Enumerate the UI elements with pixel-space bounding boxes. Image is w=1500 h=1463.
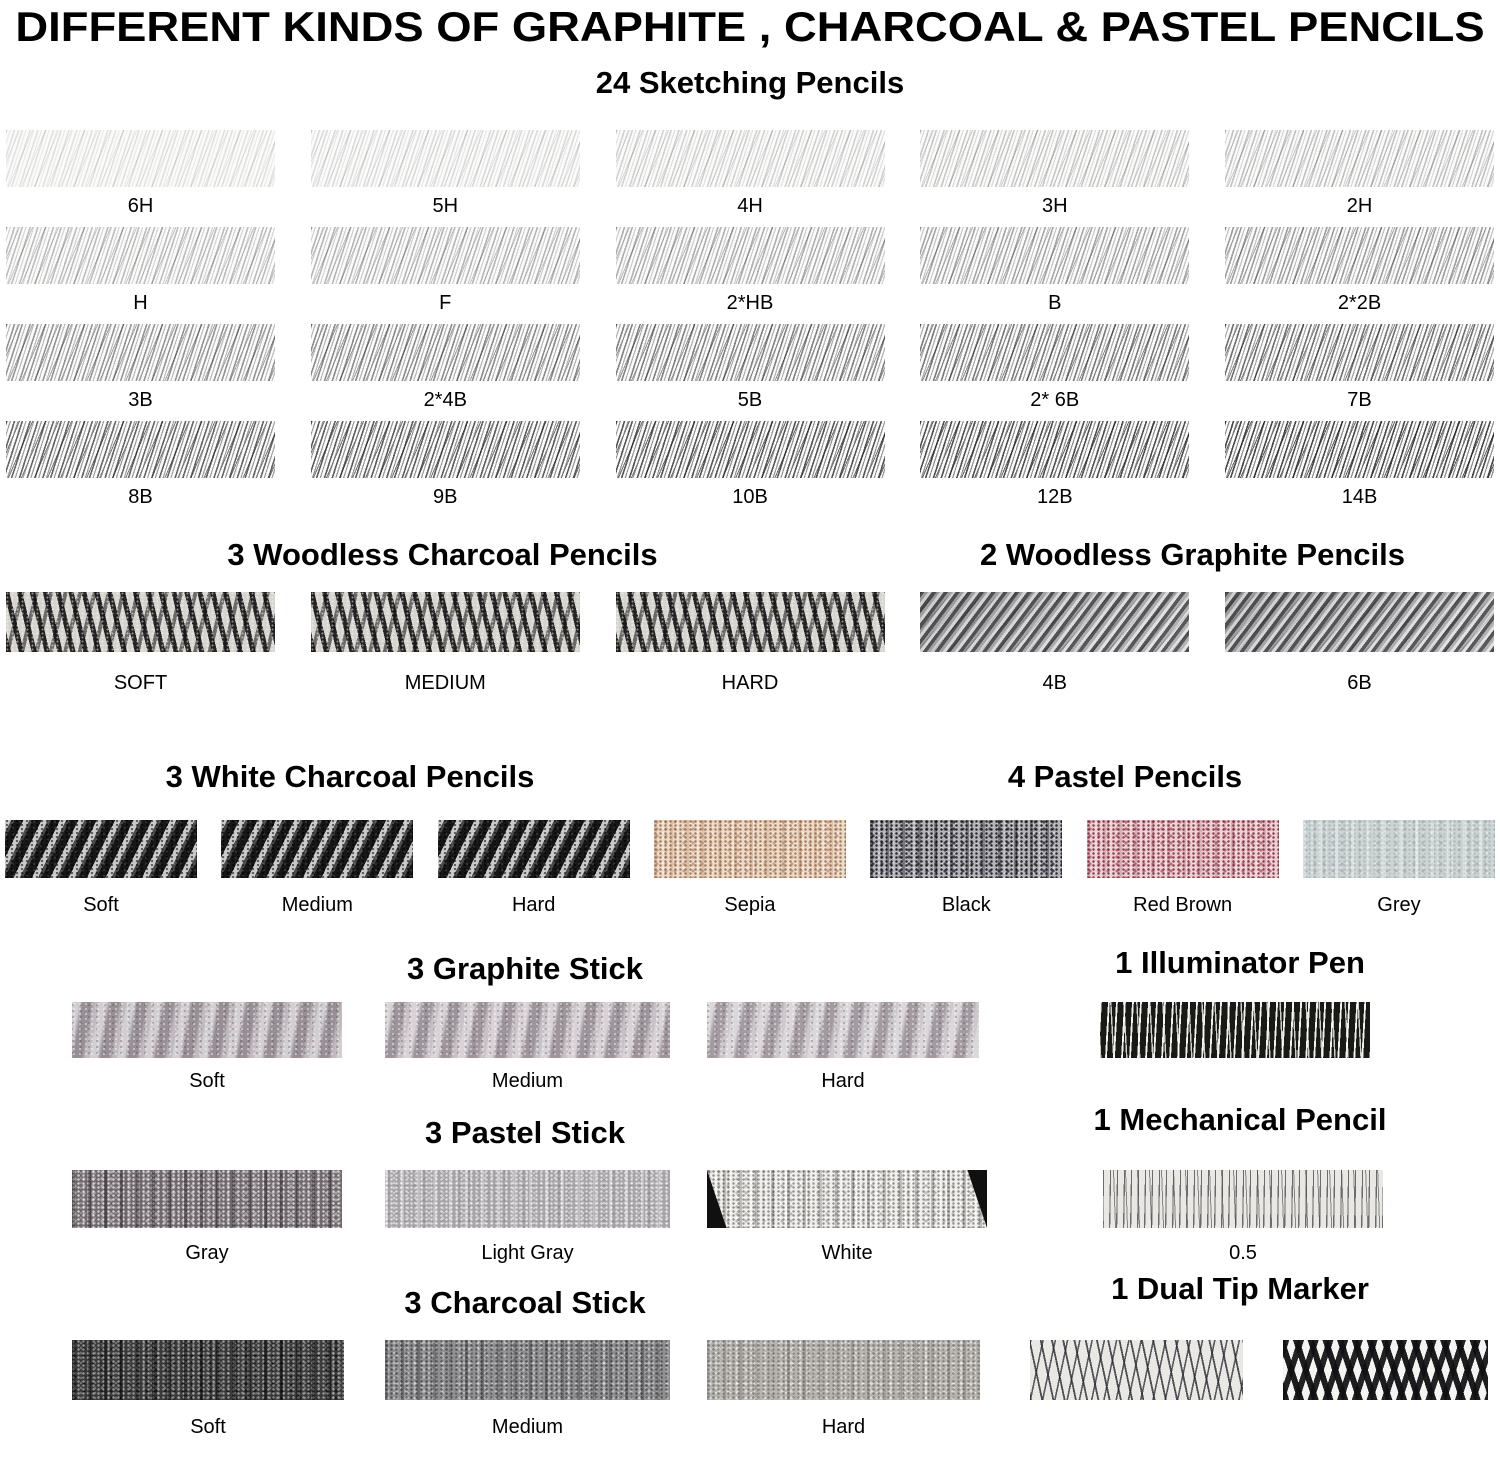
sketch-swatch-2-6b <box>920 324 1189 411</box>
swatch-label: Soft <box>83 894 119 916</box>
sketch-swatch-2-2b <box>1225 227 1494 314</box>
white-charcoal-stroke-sample <box>221 820 413 878</box>
pastel-texture-sample <box>654 820 846 878</box>
graphite-stroke-sample <box>6 130 275 187</box>
sketch-swatch-7b <box>1225 324 1494 411</box>
charcoal-stick-hard <box>707 1340 980 1438</box>
sketch-swatch-4h <box>616 130 885 217</box>
sketch-swatch-14b <box>1225 421 1494 508</box>
white-pastel-stick-sample <box>707 1170 987 1228</box>
swatch-label: Hard <box>821 1416 866 1438</box>
pastel-texture-sample <box>870 820 1062 878</box>
woodless-charcoal-heading: 3 Woodless Charcoal Pencils <box>227 537 658 572</box>
swatch-label: Black <box>941 894 991 916</box>
marker-fine-stroke-sample <box>1030 1340 1243 1400</box>
graphite-stroke-sample <box>616 227 885 284</box>
sketching-row-4 <box>0 421 1500 508</box>
graphite-stroke-sample <box>920 421 1189 478</box>
pastel-stick-sample <box>385 1170 670 1228</box>
swatch-label: F <box>439 292 452 314</box>
woodless-charcoal-hard <box>616 592 885 694</box>
graphite-stroke-sample <box>6 324 275 381</box>
swatch-label: Soft <box>189 1070 225 1092</box>
graphite-stick-illuminator-headings <box>0 945 1500 986</box>
illuminator-stroke-sample <box>1100 1002 1370 1058</box>
woodless-headings <box>0 538 1500 572</box>
graphite-stick-sample <box>707 1002 979 1058</box>
pastel-texture-sample <box>1303 820 1495 878</box>
graphite-stroke-sample <box>920 324 1189 381</box>
swatch-label: Gray <box>185 1242 229 1264</box>
mechanical-pencil-stroke-sample <box>1103 1170 1383 1228</box>
pastel-stick-gray <box>72 1170 342 1264</box>
charcoal-stick-heading: 3 Charcoal Stick <box>404 1285 646 1320</box>
mechanical-pencil-heading: 1 Mechanical Pencil <box>1093 1102 1387 1137</box>
marker-broad-tip-swatch <box>1283 1340 1488 1400</box>
sketching-row-2 <box>0 227 1500 314</box>
illuminator-pen-swatch <box>1100 1002 1370 1058</box>
swatch-label: Medium <box>491 1416 564 1438</box>
swatch-label: 2H <box>1346 195 1373 217</box>
graphite-stroke-sample <box>1225 592 1494 652</box>
pastel-stick-row <box>0 1170 1500 1264</box>
graphite-stroke-sample <box>920 592 1189 652</box>
marker-fine-tip-swatch <box>1030 1340 1243 1400</box>
pastel-grey <box>1303 820 1495 916</box>
graphite-stroke-sample <box>616 130 885 187</box>
pastel-stick-sample <box>72 1170 342 1228</box>
pastel-sepia <box>654 820 846 916</box>
woodless-graphite-6b <box>1225 592 1494 694</box>
graphite-stroke-sample <box>311 421 580 478</box>
swatch-label: 8B <box>128 486 153 508</box>
graphite-stick-row <box>0 1002 1500 1092</box>
graphite-stroke-sample <box>1225 421 1494 478</box>
swatch-label: 10B <box>732 486 768 508</box>
graphite-stick-sample <box>72 1002 342 1058</box>
pastel-pencils-heading: 4 Pastel Pencils <box>1007 759 1243 794</box>
pastel-stick-mechanical-headings <box>0 1102 1500 1150</box>
graphite-stick-heading: 3 Graphite Stick <box>406 951 644 986</box>
sketch-swatch-f <box>311 227 580 314</box>
graphite-stick-soft <box>72 1002 342 1092</box>
woodless-row <box>0 592 1500 694</box>
sketch-swatch-2hb <box>616 227 885 314</box>
swatch-label: 14B <box>1341 486 1378 508</box>
white-pastel-core <box>707 1170 987 1228</box>
sketch-swatch-2h <box>1225 130 1494 217</box>
sketching-heading: 24 Sketching Pencils <box>595 65 905 100</box>
graphite-stroke-sample <box>6 227 275 284</box>
graphite-stick-sample <box>385 1002 670 1058</box>
woodless-graphite-4b <box>920 592 1189 694</box>
white-charcoal-pastel-row <box>0 820 1500 916</box>
swatch-label: Soft <box>190 1416 226 1438</box>
swatch-label: 0.5 <box>1229 1242 1257 1264</box>
charcoal-stick-soft <box>72 1340 344 1438</box>
charcoal-scribble-sample <box>311 592 580 652</box>
swatch-label: 12B <box>1036 486 1073 508</box>
dual-tip-marker-heading: 1 Dual Tip Marker <box>1111 1271 1369 1306</box>
swatch-label: 9B <box>433 486 458 508</box>
charcoal-stick-sample <box>707 1340 980 1400</box>
swatch-label: HARD <box>721 672 779 694</box>
swatch-label: Grey <box>1377 894 1421 916</box>
graphite-stroke-sample <box>311 324 580 381</box>
swatch-label: H <box>133 292 148 314</box>
pastel-stick-light-gray <box>385 1170 670 1264</box>
swatch-label: 3B <box>128 389 153 411</box>
swatch-label: 5B <box>737 389 763 411</box>
pastel-stick-white <box>707 1170 987 1264</box>
graphite-stick-medium <box>385 1002 670 1092</box>
pastel-stick-heading: 3 Pastel Stick <box>425 1115 625 1150</box>
white-charcoal-soft <box>5 820 197 916</box>
swatch-label: 2*2B <box>1337 292 1382 314</box>
sketch-swatch-3b <box>6 324 275 411</box>
graphite-stroke-sample <box>920 130 1189 187</box>
sketching-pencil-grid <box>0 130 1500 508</box>
illuminator-pen-heading: 1 Illuminator Pen <box>1115 945 1365 980</box>
swatch-label: Red Brown <box>1133 894 1233 916</box>
swatch-label: 6B <box>1347 672 1372 694</box>
woodless-charcoal-medium <box>311 592 580 694</box>
swatch-label: 6H <box>127 195 154 217</box>
swatch-label: 2* 6B <box>1030 389 1080 411</box>
mechanical-pencil-swatch <box>1103 1170 1383 1264</box>
swatch-label: 3H <box>1041 195 1068 217</box>
swatch-label: 4B <box>1042 672 1067 694</box>
graphite-stroke-sample <box>6 421 275 478</box>
swatch-label: Hard <box>511 894 556 916</box>
white-charcoal-stroke-sample <box>5 820 197 878</box>
swatch-label: 5H <box>432 195 459 217</box>
swatch-label: Sepia <box>724 894 776 916</box>
sketch-swatch-h <box>6 227 275 314</box>
charcoal-stick-sample <box>385 1340 670 1400</box>
charcoal-stick-marker-headings <box>0 1271 1500 1320</box>
charcoal-stick-medium <box>385 1340 670 1438</box>
graphite-stroke-sample <box>1225 227 1494 284</box>
sketch-swatch-2-4b <box>311 324 580 411</box>
charcoal-scribble-sample <box>6 592 275 652</box>
graphite-stroke-sample <box>1225 130 1494 187</box>
swatch-label: 2*HB <box>726 292 774 314</box>
charcoal-scribble-sample <box>616 592 885 652</box>
page-title: DIFFERENT KINDS OF GRAPHITE , CHARCOAL & PASTEL PENCILS <box>15 3 1485 50</box>
sketch-swatch-12b <box>920 421 1189 508</box>
sketching-row-3 <box>0 324 1500 411</box>
swatch-label: Light Gray <box>481 1242 574 1264</box>
pastel-texture-sample <box>1087 820 1279 878</box>
sketch-swatch-8b <box>6 421 275 508</box>
sketch-swatch-3h <box>920 130 1189 217</box>
pastel-black <box>870 820 1062 916</box>
graphite-stroke-sample <box>311 130 580 187</box>
sketch-swatch-5b <box>616 324 885 411</box>
pastel-red-brown <box>1087 820 1279 916</box>
white-charcoal-hard <box>438 820 630 916</box>
swatch-label: Hard <box>821 1070 865 1092</box>
woodless-charcoal-soft <box>6 592 275 694</box>
sketch-swatch-6h <box>6 130 275 217</box>
swatch-label: White <box>821 1242 873 1264</box>
sketch-swatch-9b <box>311 421 580 508</box>
swatch-label: 4H <box>737 195 763 217</box>
swatch-label: Medium <box>491 1070 564 1092</box>
swatch-label: Medium <box>281 894 353 916</box>
swatch-label: MEDIUM <box>404 672 486 694</box>
sketch-swatch-5h <box>311 130 580 217</box>
white-charcoal-heading: 3 White Charcoal Pencils <box>165 759 535 794</box>
white-charcoal-stroke-sample <box>438 820 630 878</box>
swatch-label: 7B <box>1347 389 1372 411</box>
graphite-stroke-sample <box>311 227 580 284</box>
graphite-stroke-sample <box>920 227 1189 284</box>
marker-broad-stroke-sample <box>1283 1340 1488 1400</box>
charcoal-stick-sample <box>72 1340 344 1400</box>
graphite-stroke-sample <box>616 421 885 478</box>
charcoal-stick-row <box>0 1340 1500 1438</box>
white-charcoal-pastel-headings <box>0 760 1500 794</box>
woodless-graphite-heading: 2 Woodless Graphite Pencils <box>980 537 1405 572</box>
swatch-label: 2*4B <box>423 389 467 411</box>
sketching-row-1 <box>0 130 1500 217</box>
graphite-stick-hard <box>707 1002 979 1092</box>
graphite-stroke-sample <box>616 324 885 381</box>
graphite-stroke-sample <box>1225 324 1494 381</box>
sketch-swatch-b <box>920 227 1189 314</box>
swatch-label: B <box>1048 292 1062 314</box>
swatch-label: SOFT <box>113 672 168 694</box>
white-charcoal-medium <box>221 820 413 916</box>
sketch-swatch-10b <box>616 421 885 508</box>
